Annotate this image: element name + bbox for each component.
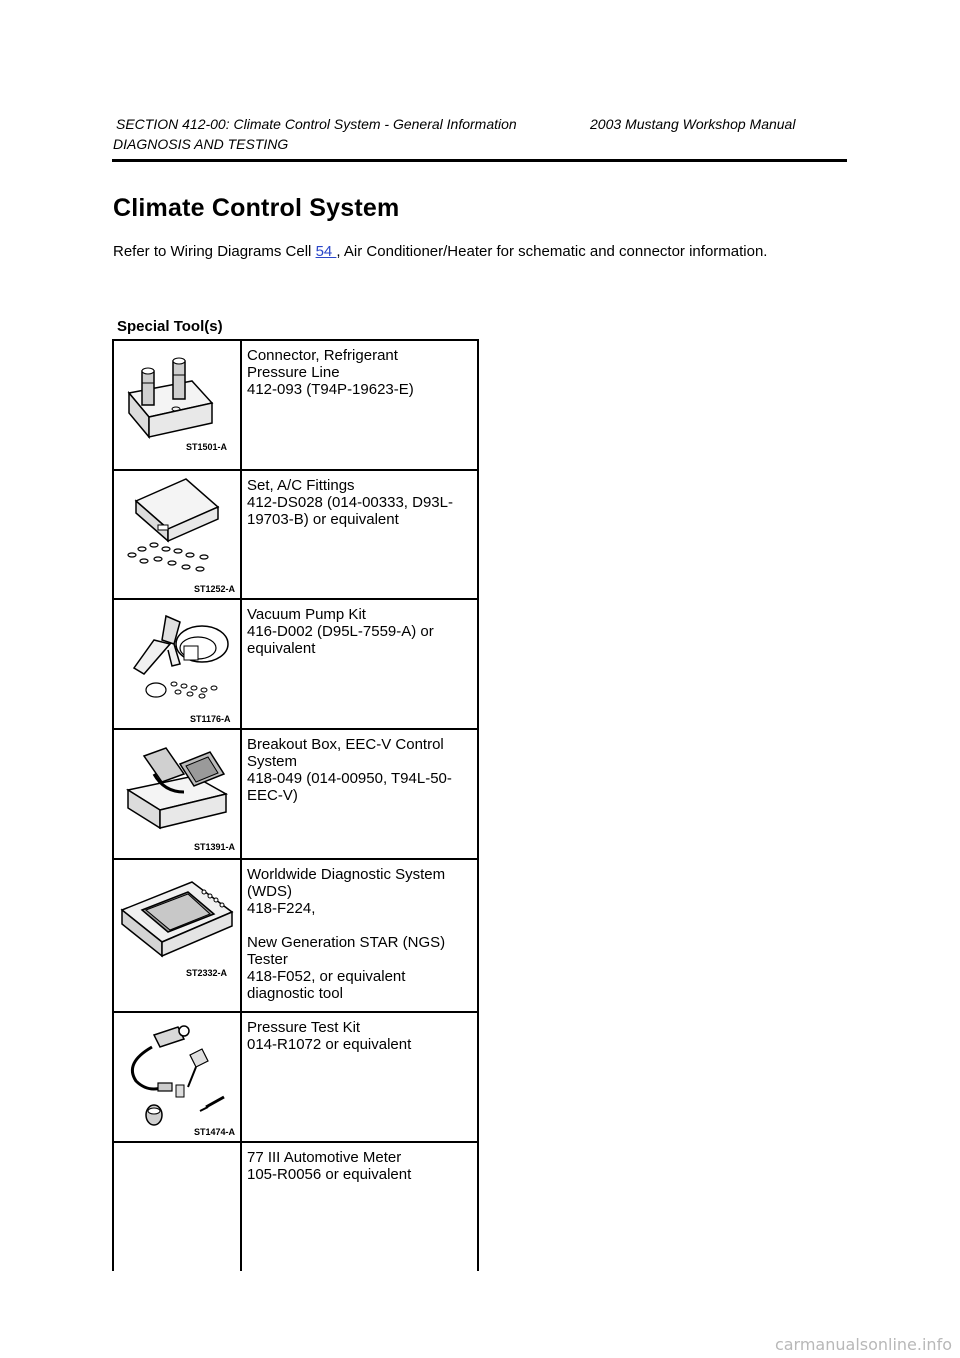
tool-description	[242, 1013, 479, 1141]
tool-name: Vacuum Pump Kit	[247, 606, 366, 623]
special-tools-table	[112, 339, 479, 1271]
tools-caption: Special Tool(s)	[117, 318, 223, 335]
diagnostic-tester-icon	[114, 860, 240, 1011]
manual-title: 2003 Mustang Workshop Manual	[590, 116, 796, 132]
section-title: SECTION 412-00: Climate Control System - General Information	[116, 116, 517, 132]
tool-illustration-empty	[112, 1143, 242, 1271]
tool-illustration	[112, 1013, 242, 1141]
tool-number-cont: 19703-B) or equivalent	[247, 511, 399, 528]
tool-name: Breakout Box, EEC-V Control	[247, 736, 444, 753]
table-row	[112, 1013, 479, 1143]
tool-number: 412-DS028 (014-00333, D93L-	[247, 494, 453, 511]
tool-number-cont: equivalent	[247, 640, 316, 657]
intro-text-before: Refer to Wiring Diagrams Cell	[113, 243, 316, 260]
tool-number: 014-R1072 or equivalent	[247, 1036, 412, 1053]
watermark: carmanualsonline.info	[774, 1335, 952, 1354]
tool-name-cont: System	[247, 753, 298, 770]
tool-illustration	[112, 730, 242, 858]
tool-illustration	[112, 860, 242, 1011]
tool-alt-number: 418-F052, or equivalent	[247, 968, 406, 985]
tool-code: ST1176-A	[190, 714, 231, 724]
table-row	[112, 1143, 479, 1271]
tool-alt-name: New Generation STAR (NGS)	[247, 934, 446, 951]
tool-description	[242, 1143, 479, 1271]
tool-name-cont: Pressure Line	[247, 364, 340, 381]
page-title: Climate Control System	[113, 194, 400, 222]
intro-paragraph	[113, 243, 767, 260]
tool-description	[242, 860, 479, 1011]
tool-code: ST1501-A	[186, 442, 228, 452]
tool-description	[242, 471, 479, 598]
tool-number: 418-F224,	[247, 900, 316, 917]
tool-description	[242, 730, 479, 858]
tool-alt-number-cont: diagnostic tool	[247, 985, 343, 1002]
tool-name: Connector, Refrigerant	[247, 347, 398, 364]
line-gap	[247, 917, 471, 934]
table-row	[112, 730, 479, 860]
fittings-case-icon	[114, 471, 240, 598]
table-row	[112, 471, 479, 600]
tool-description	[242, 341, 479, 469]
tool-illustration	[112, 341, 242, 469]
tool-number: 412-093 (T94P-19623-E)	[247, 381, 414, 398]
tool-name-cont: (WDS)	[247, 883, 292, 900]
pressure-test-kit-icon	[114, 1013, 240, 1141]
tool-number: 418-049 (014-00950, T94L-50-	[247, 770, 452, 787]
running-header	[116, 116, 816, 132]
table-row	[112, 600, 479, 730]
intro-text-after: , Air Conditioner/Heater for schematic and connector information.	[336, 243, 768, 260]
tool-name: Worldwide Diagnostic System	[247, 866, 446, 883]
table-row	[112, 860, 479, 1013]
tool-description	[242, 600, 479, 728]
tool-alt-name-cont: Tester	[247, 951, 288, 968]
table-row	[112, 341, 479, 471]
tool-code: ST1391-A	[194, 842, 236, 852]
tool-code: ST2332-A	[186, 968, 228, 978]
tool-number: 105-R0056 or equivalent	[247, 1166, 412, 1183]
tool-name: 77 III Automotive Meter	[247, 1149, 402, 1166]
tool-number: 416-D002 (D95L-7559-A) or	[247, 623, 434, 640]
tool-name: Set, A/C Fittings	[247, 477, 355, 494]
tool-code: ST1252-A	[194, 584, 236, 594]
tool-name: Pressure Test Kit	[247, 1019, 361, 1036]
tool-code: ST1474-A	[194, 1127, 236, 1137]
tool-illustration	[112, 600, 242, 728]
tool-illustration	[112, 471, 242, 598]
breakout-box-icon	[114, 730, 240, 858]
vacuum-pump-icon	[114, 600, 240, 728]
header-divider	[112, 159, 847, 162]
subsection-title: DIAGNOSIS AND TESTING	[113, 136, 289, 152]
tool-number-cont: EEC-V)	[247, 787, 298, 804]
wiring-cell-link[interactable]: 54	[315, 243, 337, 260]
